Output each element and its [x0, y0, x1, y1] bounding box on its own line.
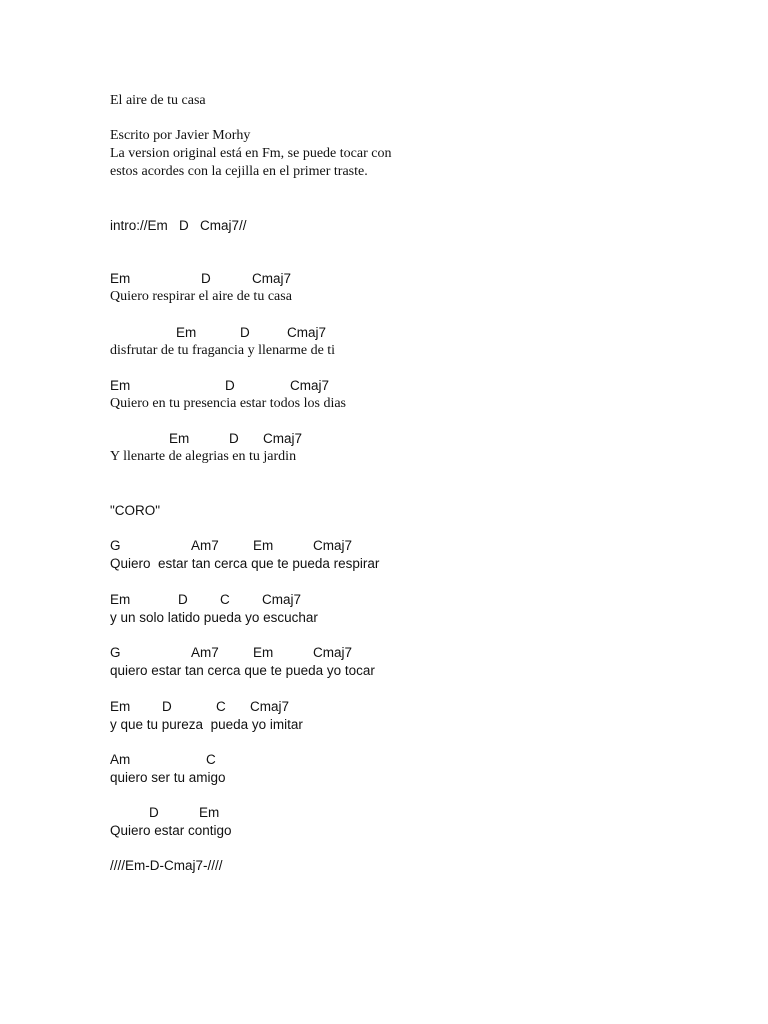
chord: D [201, 271, 211, 286]
chord: Em [110, 378, 131, 393]
chord: Cmaj7 [313, 538, 353, 553]
lyric-line: y que tu pureza pueda yo imitar [110, 717, 303, 732]
song-note-line-2: estos acordes con la cejilla en el primer traste. [110, 164, 368, 179]
chord: D [149, 805, 159, 820]
chord: G [110, 645, 121, 660]
chord: Em [110, 271, 131, 286]
lyric-line: Quiero respirar el aire de tu casa [110, 289, 292, 304]
lyric-line: quiero estar tan cerca que te pueda yo tocar [110, 663, 375, 678]
lyric-line: y un solo latido pueda yo escuchar [110, 610, 318, 625]
lyric-line: Quiero en tu presencia estar todos los dias [110, 396, 346, 411]
chord: Cmaj7 [252, 271, 292, 286]
chord: D [162, 699, 172, 714]
chord: Cmaj7 [313, 645, 353, 660]
chord: D [225, 378, 235, 393]
chord: Em [253, 645, 274, 660]
outro-line: ////Em-D-Cmaj7-//// [110, 858, 223, 873]
chord: Cmaj7 [287, 325, 327, 340]
chord: C [206, 752, 216, 767]
chord: Em [110, 699, 131, 714]
intro-line: intro://Em D Cmaj7// [110, 218, 247, 233]
chord: Cmaj7 [263, 431, 303, 446]
song-author: Escrito por Javier Morhy [110, 128, 251, 143]
chord: Em [110, 592, 131, 607]
chord: D [178, 592, 188, 607]
chord: G [110, 538, 121, 553]
chord: D [240, 325, 250, 340]
chord: Cmaj7 [262, 592, 302, 607]
chord: C [216, 699, 226, 714]
lyric-line: quiero ser tu amigo [110, 770, 226, 785]
chord: Em [253, 538, 274, 553]
chord: Am7 [191, 645, 219, 660]
chord: Em [199, 805, 220, 820]
lyric-line: Quiero estar contigo [110, 823, 232, 838]
chord: Cmaj7 [290, 378, 330, 393]
lyric-line: Y llenarte de alegrias en tu jardin [110, 449, 297, 464]
chord: Em [176, 325, 197, 340]
chord: C [220, 592, 230, 607]
lyric-line: Quiero estar tan cerca que te pueda respirar [110, 556, 380, 571]
chord: Em [169, 431, 190, 446]
chord: Am [110, 752, 131, 767]
chord: Cmaj7 [250, 699, 290, 714]
chord: Am7 [191, 538, 219, 553]
song-title: El aire de tu casa [110, 93, 206, 108]
lyric-line: disfrutar de tu fragancia y llenarme de ti [110, 343, 336, 358]
song-note-line-1: La version original está en Fm, se puede tocar con [110, 146, 392, 161]
chord: D [229, 431, 239, 446]
chorus-label: "CORO" [110, 503, 161, 518]
